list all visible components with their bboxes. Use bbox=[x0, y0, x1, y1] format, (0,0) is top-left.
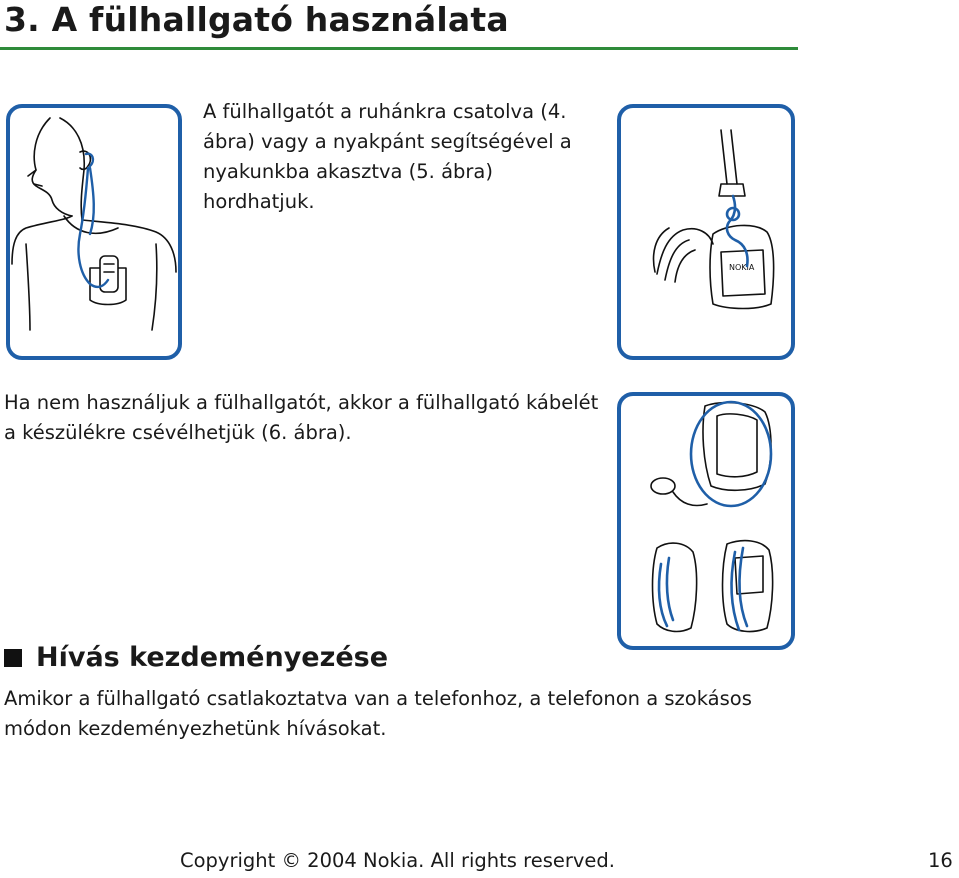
section-bullet-square bbox=[4, 649, 22, 667]
figure-5-neck-strap bbox=[617, 104, 795, 360]
paragraph-wearing: A fülhallgatót a ruhánkra csatolva (4. ábra) vagy a nyakpánt segítségével a nyakunkba akasztva (5. ábra) hordhatjuk. bbox=[203, 100, 572, 213]
section-heading bbox=[4, 638, 388, 678]
chapter-title: 3. A fülhallgató használata bbox=[4, 0, 509, 39]
page-number: 16 bbox=[928, 849, 953, 872]
section-heading-text: Hívás kezdeményezése bbox=[36, 642, 389, 673]
footer-copyright: Copyright © 2004 Nokia. All rights reserved. bbox=[180, 849, 615, 872]
paragraph-winding: Ha nem használjuk a fülhallgatót, akkor a fülhallgató kábelét a készülékre csévélhetjük (6. ábra). bbox=[4, 391, 599, 444]
paragraph-making-call: Amikor a fülhallgató csatlakoztatva van a telefonhoz, a telefonon a szokásos módon kezdeményezhetünk hívásokat. bbox=[4, 687, 752, 740]
title-rule bbox=[0, 47, 798, 50]
phone-brand-label: NOKIA bbox=[729, 263, 755, 272]
figure-4-clothing-clip bbox=[6, 104, 182, 360]
figure-6-cable-winding bbox=[617, 392, 795, 650]
